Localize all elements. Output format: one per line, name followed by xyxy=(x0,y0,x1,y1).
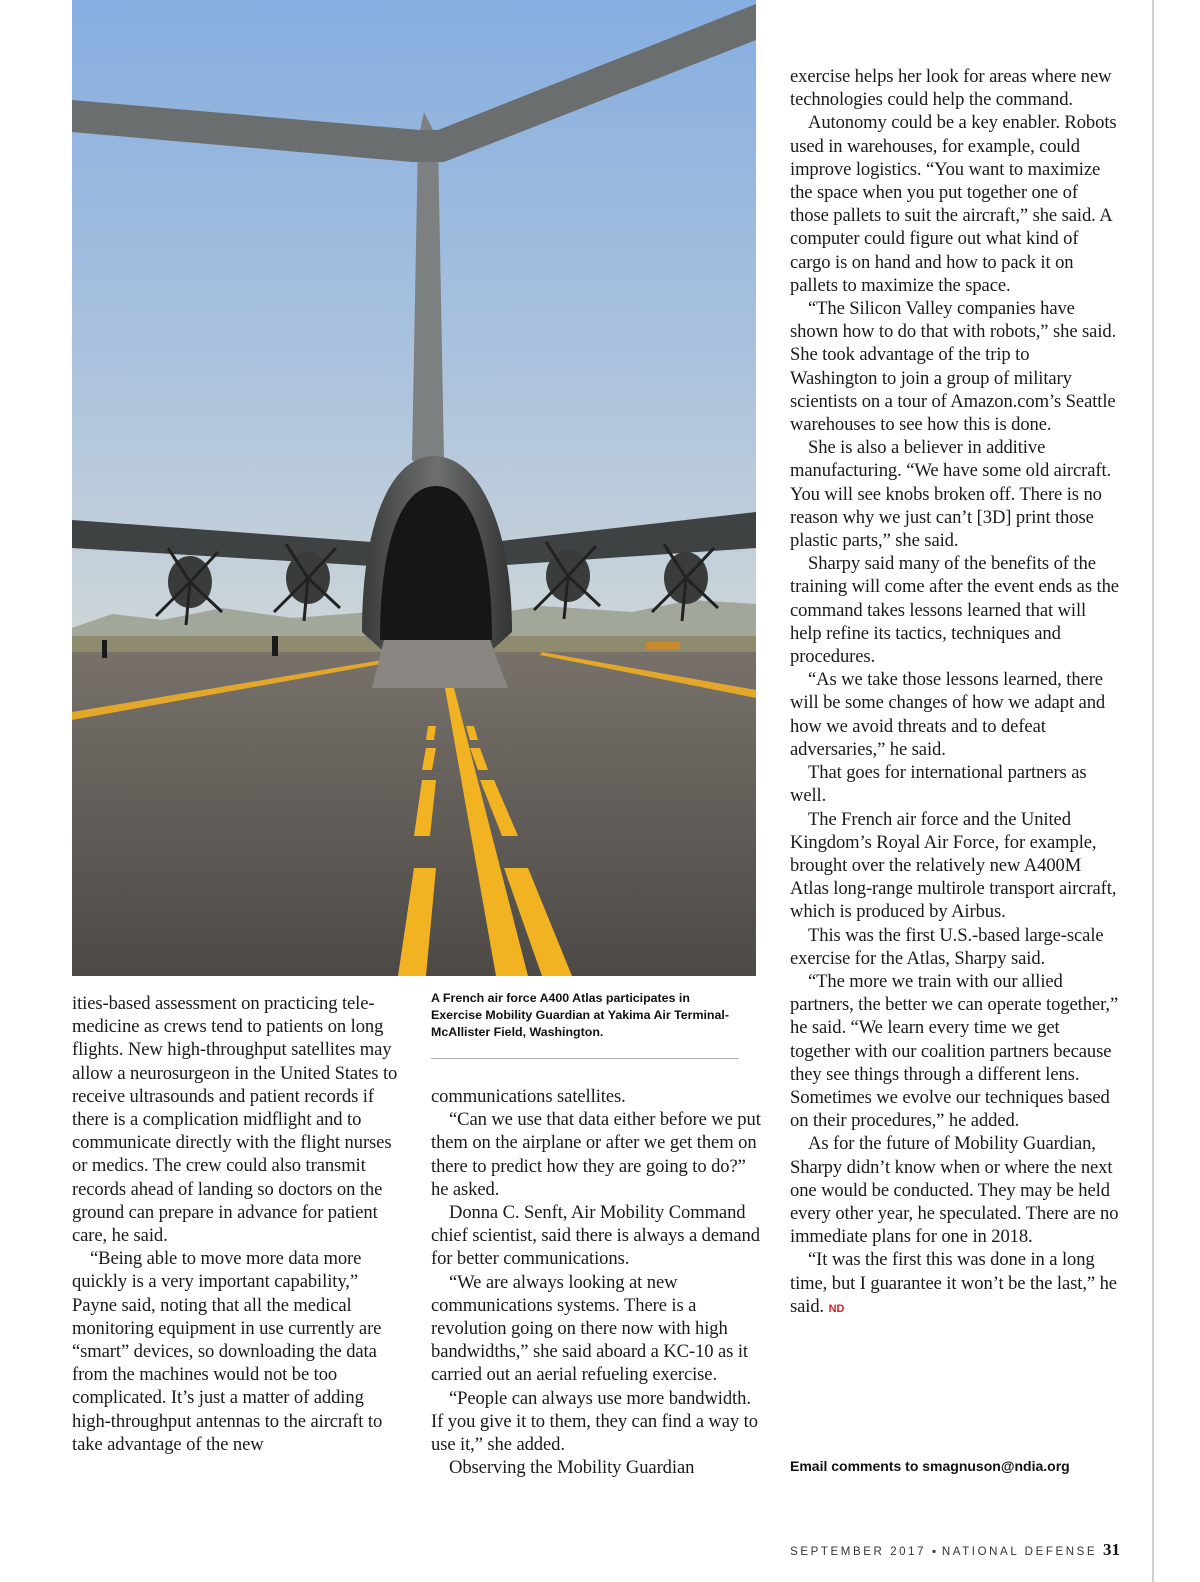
page-edge-rule xyxy=(1152,0,1154,1582)
end-mark: ND xyxy=(828,1302,845,1315)
paragraph: “Being able to move more data more quickly is a very important capability,” Payne said, noting that all the medical monitoring equipment in use currently are “smart” devices, so downloading the data from the machines would not be too complicated. It’s just a matter of adding high-throughput antennas to the aircraft to take advantage of the new xyxy=(72,1248,383,1455)
footer-separator: ▪ xyxy=(931,1546,937,1558)
paragraph: communications satellites. xyxy=(431,1086,626,1107)
photo-caption: A French air force A400 Atlas participates in Exercise Mobility Guardian at Yakima Air Terminal-McAllister Field, Washington. xyxy=(431,991,729,1039)
paragraph: “The Silicon Valley companies have shown how to do that with robots,” she said. She took advantage of the trip to Washington to join a group of military scientists on a tour of Amazon.com’s Seattle warehouses to see how this is done. xyxy=(790,298,1117,436)
sign xyxy=(646,642,680,650)
a400-atlas-photo xyxy=(72,0,756,976)
paragraph: “We are always looking at new communications systems. There is a revolution going on there now with high bandwidths,” she said aboard a KC-10 as it carried out an aerial refueling exercise. xyxy=(431,1271,748,1386)
paragraph: She is also a believer in additive manufacturing. “We have some old aircraft. You will see knobs broken off. There is no reason why we just can’t [3D] print those plastic parts,” she said. xyxy=(790,437,1112,552)
page-footer xyxy=(784,1540,1120,1560)
article-column-3 xyxy=(790,65,1120,1321)
paragraph: Observing the Mobility Guardian xyxy=(449,1457,695,1479)
paragraph: “Can we use that data either before we put them on the airplane or after we get them on there to predict how they are going to do?” he asked. xyxy=(431,1109,761,1200)
article-column-1 xyxy=(72,992,402,1456)
paragraph: “As we take those lessons learned, there will be some changes of how we adapt and how we avoid threats and to defeat adversaries,” he said. xyxy=(790,669,1106,760)
paragraph: ities-based assessment on practicing tele-medicine as crews tend to patients on long flights. New high-throughput satellites may allow a neurosurgeon in the United States to receive ultrasounds and patient records if there is a complication midflight and to communicate directly with the flight nurses or medics. The crew could also transmit records ahead of landing so doctors on the ground can prepare in advance for patient care, he said. xyxy=(72,993,398,1247)
ground-crew xyxy=(102,640,107,658)
paragraph: That goes for international partners as well. xyxy=(790,762,1087,807)
paragraph: As for the future of Mobility Guardian, Sharpy didn’t know when or where the next one would be conducted. They may be held every other year, he speculated. There are no immediate plans for one in 2018. xyxy=(790,1133,1119,1248)
paragraph: The French air force and the United Kingdom’s Royal Air Force, for example, brought over the relatively new A400M Atlas long-range multirole transport aircraft, which is produced by Airbus. xyxy=(790,808,1117,923)
footer-publication: NATIONAL DEFENSE xyxy=(941,1546,1098,1558)
paragraph: “The more we train with our allied partners, the better we can operate together,” he said. “We learn every time we get together with our coalition partners because they see things through a different lens. Sometimes we evolve our techniques based on their procedures,” he added. xyxy=(790,970,1119,1132)
paragraph: Sharpy said many of the benefits of the training will come after the event ends as the command takes lessons learned that will help refine its tactics, techniques and procedures. xyxy=(790,553,1119,668)
final-paragraph xyxy=(790,1248,1120,1321)
paragraph: Autonomy could be a key enabler. Robots used in warehouses, for example, could improve logistics. “You want to maximize the space when you put together one of those pallets to suit the aircraft,” she said. A computer could figure out what kind of cargo is on hand and how to pack it on pallets to maximize the space. xyxy=(790,112,1117,296)
paragraph: This was the first U.S.-based large-scale exercise for the Atlas, Sharpy said. xyxy=(790,924,1104,969)
footer-month: SEPTEMBER 2017 xyxy=(790,1546,927,1558)
ground-crew xyxy=(272,636,278,656)
article-column-2 xyxy=(431,1085,761,1479)
paragraph: exercise helps her look for areas where new technologies could help the command. xyxy=(790,66,1112,111)
paragraph: Donna C. Senft, Air Mobility Command chief scientist, said there is always a demand for better communications. xyxy=(431,1202,760,1270)
page-number: 31 xyxy=(1103,1540,1120,1559)
email-comments: Email comments to smagnuson@ndia.org xyxy=(790,1458,1070,1474)
caption-rule xyxy=(431,1058,739,1059)
paragraph-text: “It was the first this was done in a long time, but I guarantee it won’t be the last,” he said. xyxy=(790,1249,1117,1317)
paragraph: “People can always use more bandwidth. If you give it to them, they can find a way to use it,” she added. xyxy=(431,1387,758,1456)
cargo-ramp xyxy=(372,640,508,688)
